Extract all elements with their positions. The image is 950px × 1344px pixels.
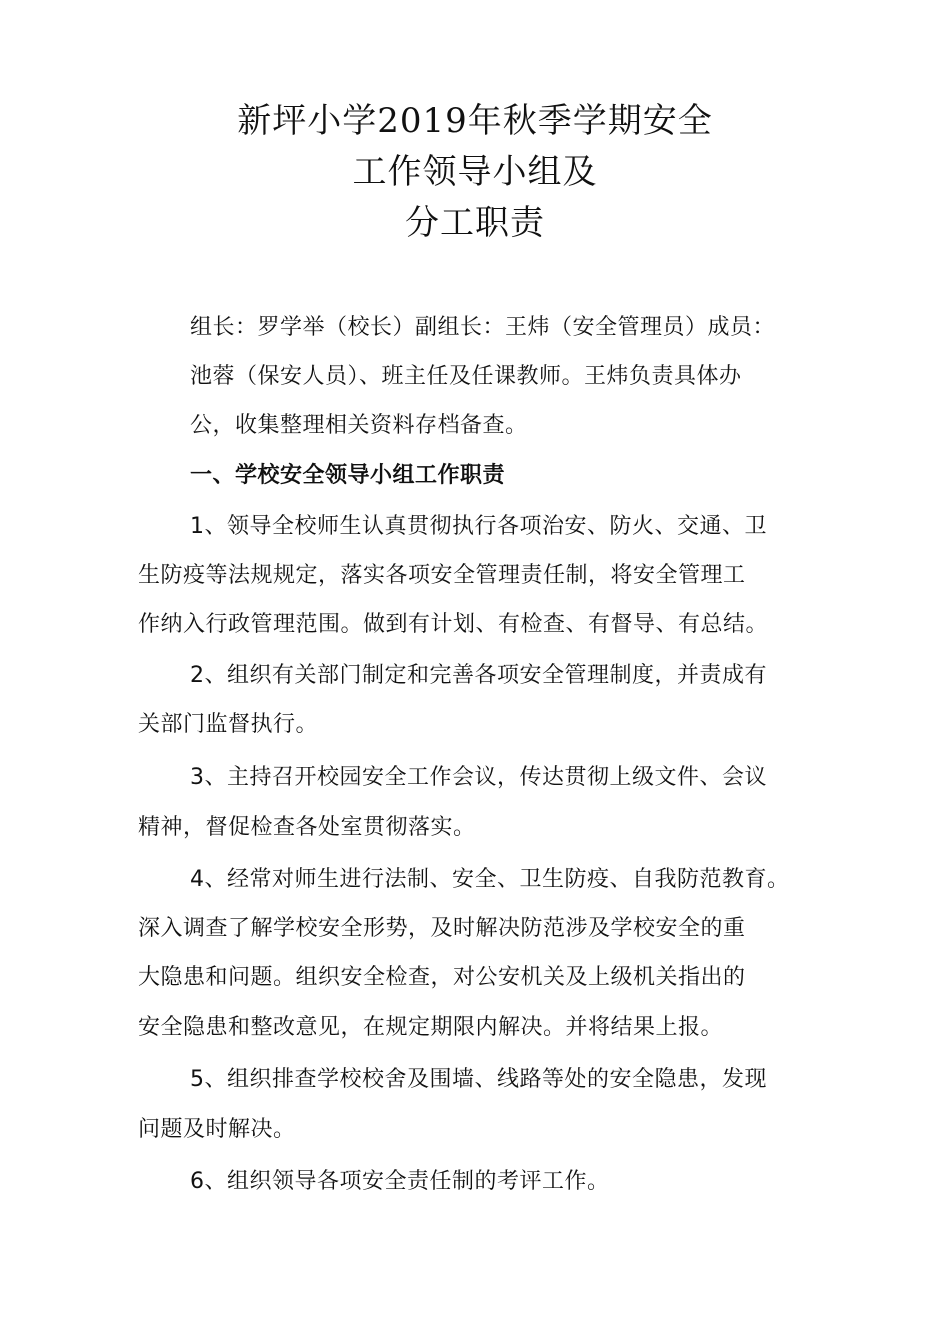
duty-5-line-1: 5、组织排查学校校舍及围墙、线路等处的安全隐患，发现 xyxy=(190,1067,767,1092)
duty-6-line-1: 6、组织领导各项安全责任制的考评工作。 xyxy=(190,1169,610,1194)
duty-1-line-3: 作纳入行政管理范围。做到有计划、有检查、有督导、有总结。 xyxy=(138,612,769,637)
duty-4-line-2: 深入调查了解学校安全形势，及时解决防范涉及学校安全的重 xyxy=(138,916,746,941)
intro-line-3: 公，收集整理相关资料存档备查。 xyxy=(190,413,528,438)
intro-line-1: 组长：罗学举（校长）副组长：王炜（安全管理员）成员： xyxy=(190,315,776,340)
duty-2-line-2: 关部门监督执行。 xyxy=(138,712,319,737)
duty-1-line-2: 生防疫等法规规定，落实各项安全管理责任制，将安全管理工 xyxy=(138,563,746,588)
intro-line-2: 池蓉（保安人员）、班主任及任课教师。王炜负责具体办 xyxy=(190,364,742,389)
duty-4-line-1: 4、经常对师生进行法制、安全、卫生防疫、自我防范教育。 xyxy=(190,867,790,892)
duty-4-line-3: 大隐患和问题。组织安全检查，对公安机关及上级机关指出的 xyxy=(138,965,746,990)
document-title-line-1: 新坪小学2019年秋季学期安全 xyxy=(237,101,713,141)
duty-3-line-2: 精神，督促检查各处室贯彻落实。 xyxy=(138,815,476,840)
section-heading: 一、学校安全领导小组工作职责 xyxy=(190,463,506,488)
document-title-line-3: 分工职责 xyxy=(405,203,545,243)
duty-2-line-1: 2、组织有关部门制定和完善各项安全管理制度，并责成有 xyxy=(190,663,767,688)
duty-4-line-4: 安全隐患和整改意见，在规定期限内解决。并将结果上报。 xyxy=(138,1015,724,1040)
duty-5-line-2: 问题及时解决。 xyxy=(138,1117,296,1142)
duty-1-line-1: 1、领导全校师生认真贯彻执行各项治安、防火、交通、卫 xyxy=(190,514,767,539)
document-title-line-2: 工作领导小组及 xyxy=(352,152,598,192)
duty-3-line-1: 3、主持召开校园安全工作会议，传达贯彻上级文件、会议 xyxy=(190,765,767,790)
